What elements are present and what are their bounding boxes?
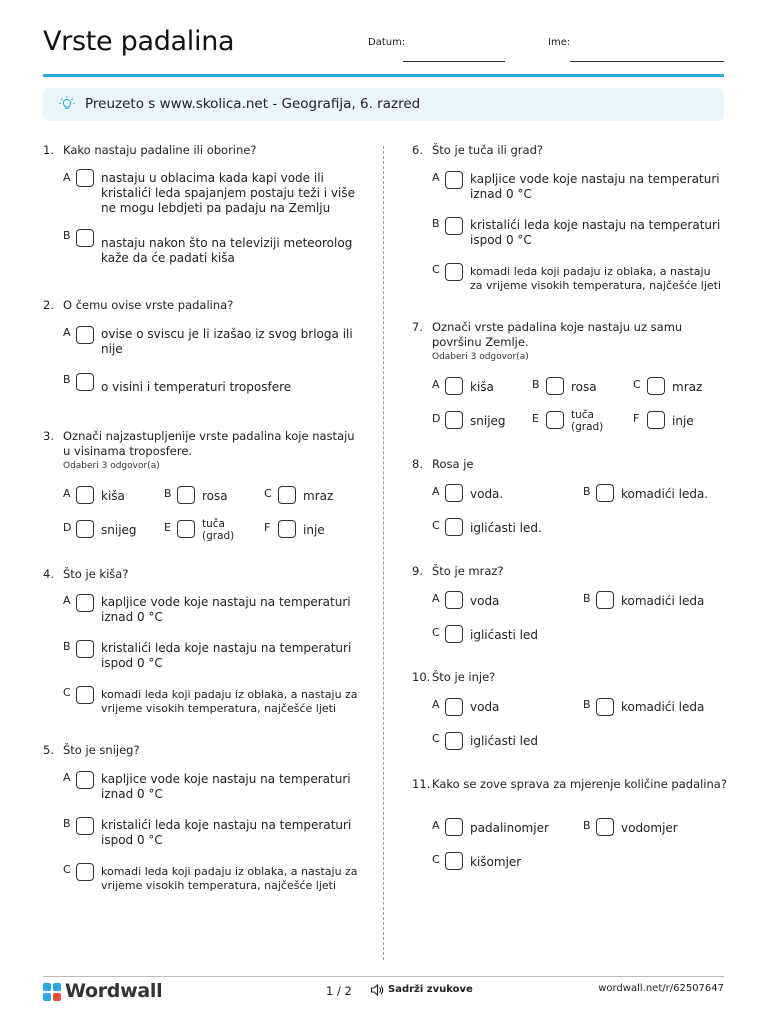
- question-number: 3.: [43, 429, 54, 443]
- option-letter: B: [63, 640, 71, 653]
- option-letter: A: [63, 171, 71, 184]
- question-text: Označi najzastupljenije vrste padalina koje nastaju u visinama troposfere.: [63, 429, 355, 458]
- option-letter: B: [583, 698, 591, 711]
- footer-divider: [43, 976, 724, 977]
- option-text: kiša: [101, 489, 125, 503]
- question-number: 6.: [412, 143, 423, 157]
- wordwall-logo-icon: [43, 983, 61, 1001]
- speaker-icon: [370, 983, 384, 997]
- option-checkbox[interactable]: [76, 594, 94, 612]
- option-letter: B: [432, 217, 440, 230]
- question-number: 7.: [412, 320, 423, 334]
- option-text: vodomjer: [621, 821, 678, 835]
- option-text: komadi leda koji padaju iz oblaka, a nastaju za vrijeme visokih temperatura, najčešće ljeti: [101, 865, 358, 892]
- option-text: komadi leda koji padaju iz oblaka, a nastaju za vrijeme visokih temperatura, najčešće ljeti: [470, 265, 722, 292]
- option-letter: C: [432, 853, 440, 866]
- option-checkbox[interactable]: [596, 818, 614, 836]
- option-letter: B: [532, 378, 540, 391]
- option-text: kišomjer: [470, 855, 522, 869]
- option-letter: A: [432, 698, 440, 711]
- date-label: Datum:: [368, 37, 406, 48]
- question-number: 5.: [43, 743, 54, 757]
- logo-text: Wordwall: [65, 980, 163, 1002]
- option-text: voda: [470, 594, 500, 608]
- option-text: snijeg: [101, 523, 137, 537]
- question-number: 10.: [412, 670, 431, 684]
- option-text: kristalići leda koje nastaju na temperaturi ispod 0 °C: [101, 641, 352, 670]
- option-checkbox[interactable]: [445, 263, 463, 281]
- question-text: Kako se zove sprava za mjerenje količine padalina?: [432, 777, 727, 791]
- option-text: kiša: [470, 380, 494, 394]
- option-checkbox[interactable]: [445, 818, 463, 836]
- option-letter: C: [432, 519, 440, 532]
- option-checkbox[interactable]: [76, 486, 94, 504]
- option-letter: E: [164, 521, 171, 534]
- option-letter: C: [432, 732, 440, 745]
- option-text: nastaju u oblacima kada kapi vode ili kristalići leda spajanjem postaju teži i više ne mogu lebdjeti pa padaju na Zemlju: [101, 171, 355, 215]
- option-checkbox[interactable]: [647, 377, 665, 395]
- option-letter: B: [63, 373, 71, 386]
- option-letter: D: [63, 521, 72, 534]
- name-field-line[interactable]: [570, 61, 724, 62]
- option-text: inje: [672, 414, 694, 428]
- option-text: snijeg: [470, 414, 506, 428]
- option-letter: F: [264, 521, 271, 534]
- option-text: kapljice vode koje nastaju na temperaturi iznad 0 °C: [101, 595, 351, 624]
- option-checkbox[interactable]: [445, 591, 463, 609]
- option-letter: E: [532, 412, 539, 425]
- option-letter: A: [432, 485, 440, 498]
- option-text: kapljice vode koje nastaju na temperaturi iznad 0 °C: [470, 172, 720, 201]
- name-label: Ime:: [548, 37, 571, 48]
- column-divider: [383, 146, 384, 960]
- option-checkbox[interactable]: [76, 817, 94, 835]
- option-checkbox[interactable]: [445, 518, 463, 536]
- option-text: mraz: [303, 489, 334, 503]
- option-checkbox[interactable]: [76, 373, 94, 391]
- question-number: 8.: [412, 457, 423, 471]
- source-banner: [43, 88, 724, 121]
- option-text: inje: [303, 523, 325, 537]
- option-checkbox[interactable]: [76, 863, 94, 881]
- question-text: Što je snijeg?: [63, 743, 140, 757]
- option-text: padalinomjer: [470, 821, 549, 835]
- option-checkbox[interactable]: [76, 169, 94, 187]
- option-text: tuča (grad): [571, 409, 604, 433]
- option-checkbox[interactable]: [445, 217, 463, 235]
- option-checkbox[interactable]: [647, 411, 665, 429]
- option-text: iglićasti led: [470, 628, 539, 642]
- option-checkbox[interactable]: [278, 486, 296, 504]
- option-letter: A: [432, 378, 440, 391]
- option-text: kristalići leda koje nastaju na temperaturi ispod 0 °C: [101, 818, 352, 847]
- option-checkbox[interactable]: [445, 411, 463, 429]
- option-checkbox[interactable]: [76, 771, 94, 789]
- option-checkbox[interactable]: [596, 591, 614, 609]
- option-letter: A: [432, 592, 440, 605]
- option-checkbox[interactable]: [596, 484, 614, 502]
- option-checkbox[interactable]: [445, 698, 463, 716]
- option-letter: B: [164, 487, 172, 500]
- page-title: Vrste padalina: [43, 26, 235, 57]
- option-text: iglićasti led: [470, 734, 539, 748]
- option-checkbox[interactable]: [445, 484, 463, 502]
- question-text: Što je tuča ili grad?: [432, 143, 543, 157]
- option-checkbox[interactable]: [76, 686, 94, 704]
- question-hint: Odaberi 3 odgovor(a): [63, 461, 160, 471]
- option-text: nastaju nakon što na televiziji meteorolog kaže da će padati kiša: [101, 236, 353, 265]
- option-checkbox[interactable]: [546, 411, 564, 429]
- option-letter: C: [432, 626, 440, 639]
- option-letter: B: [583, 592, 591, 605]
- question-text: Što je inje?: [432, 670, 496, 684]
- date-field-line[interactable]: [403, 61, 505, 62]
- option-letter: A: [432, 819, 440, 832]
- option-letter: A: [63, 487, 71, 500]
- option-letter: C: [63, 863, 71, 876]
- lightbulb-icon: [59, 96, 75, 112]
- option-letter: C: [432, 263, 440, 276]
- option-checkbox[interactable]: [445, 171, 463, 189]
- page-number: 1 / 2: [326, 984, 352, 998]
- option-checkbox[interactable]: [445, 852, 463, 870]
- option-text: komadići leda: [621, 700, 705, 714]
- question-number: 1.: [43, 143, 54, 157]
- option-text: rosa: [202, 489, 228, 503]
- option-text: mraz: [672, 380, 703, 394]
- option-text: iglićasti led.: [470, 521, 542, 535]
- question-number: 11.: [412, 777, 431, 791]
- option-text: komadi leda koji padaju iz oblaka, a nastaju za vrijeme visokih temperatura, najčešće ljeti: [101, 688, 358, 715]
- option-letter: C: [63, 686, 71, 699]
- option-text: kristalići leda koje nastaju na temperaturi ispod 0 °C: [470, 218, 721, 247]
- activity-url[interactable]: wordwall.net/r/62507647: [598, 983, 724, 994]
- option-checkbox[interactable]: [177, 520, 195, 538]
- option-checkbox[interactable]: [445, 625, 463, 643]
- title-divider: [43, 74, 724, 77]
- option-letter: C: [633, 378, 641, 391]
- option-text: komadići leda.: [621, 487, 709, 501]
- option-letter: A: [63, 771, 71, 784]
- option-checkbox[interactable]: [546, 377, 564, 395]
- option-checkbox[interactable]: [76, 640, 94, 658]
- question-hint: Odaberi 3 odgovor(a): [432, 352, 529, 362]
- option-letter: B: [583, 485, 591, 498]
- option-checkbox[interactable]: [445, 377, 463, 395]
- option-letter: F: [633, 412, 640, 425]
- option-text: kapljice vode koje nastaju na temperaturi iznad 0 °C: [101, 772, 351, 801]
- sound-label: Sadrži zvukove: [388, 984, 473, 995]
- question-text: Kako nastaju padaline ili oborine?: [63, 143, 257, 157]
- option-checkbox[interactable]: [177, 486, 195, 504]
- option-text: voda.: [470, 487, 504, 501]
- option-letter: A: [63, 326, 71, 339]
- option-text: tuča (grad): [202, 518, 235, 542]
- option-letter: B: [63, 229, 71, 242]
- option-text: voda: [470, 700, 500, 714]
- question-text: Označi vrste padalina koje nastaju uz samu površinu Zemlje.: [432, 320, 683, 349]
- question-text: Rosa je: [432, 457, 474, 471]
- question-number: 2.: [43, 298, 54, 312]
- option-checkbox[interactable]: [76, 326, 94, 344]
- option-checkbox[interactable]: [445, 732, 463, 750]
- question-text: Što je mraz?: [432, 564, 504, 578]
- option-letter: C: [264, 487, 272, 500]
- option-checkbox[interactable]: [76, 520, 94, 538]
- option-text: ovise o sviscu je li izašao iz svog brloga ili nije: [101, 327, 353, 356]
- option-checkbox[interactable]: [596, 698, 614, 716]
- option-letter: A: [432, 171, 440, 184]
- option-text: komadići leda: [621, 594, 705, 608]
- question-text: Što je kiša?: [63, 567, 129, 581]
- option-letter: A: [63, 594, 71, 607]
- question-text: O čemu ovise vrste padalina?: [63, 298, 234, 312]
- option-letter: B: [63, 817, 71, 830]
- source-text: Preuzeto s www.skolica.net - Geografija, 6. razred: [85, 96, 421, 112]
- option-letter: D: [432, 412, 441, 425]
- question-number: 4.: [43, 567, 54, 581]
- option-text: o visini i temperaturi troposfere: [101, 380, 292, 394]
- option-checkbox[interactable]: [76, 229, 94, 247]
- option-checkbox[interactable]: [278, 520, 296, 538]
- option-text: rosa: [571, 380, 597, 394]
- question-number: 9.: [412, 564, 423, 578]
- option-letter: B: [583, 819, 591, 832]
